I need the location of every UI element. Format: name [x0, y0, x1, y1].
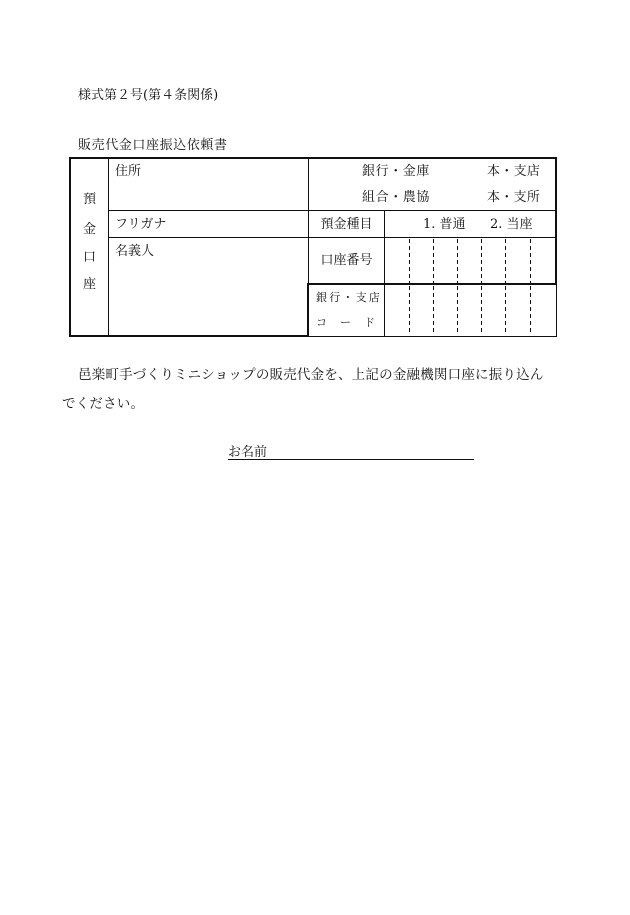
- digit-cell-dividers: [410, 239, 531, 335]
- body-text-line2: でください。: [62, 396, 145, 412]
- deposit-option-checking: 2. 当座: [490, 217, 533, 232]
- bank-type-cooperative: 組合・農協: [362, 190, 431, 205]
- holder-label: 名義人: [115, 244, 155, 259]
- side-label-char: 預: [82, 192, 96, 207]
- side-label-char: 口: [82, 250, 96, 265]
- table-thin-lines: [108, 158, 557, 337]
- branch-type-main-office: 本・支所: [487, 190, 541, 205]
- account-number-label: 口座番号: [320, 253, 373, 268]
- furigana-label: フリガナ: [115, 217, 167, 232]
- form-title: 販売代金口座振込依頼書: [78, 138, 228, 153]
- branch-type-main-branch: 本・支店: [487, 164, 541, 179]
- side-label-char: 座: [82, 277, 96, 292]
- side-label-char: 金: [82, 222, 96, 237]
- body-text-line1: 邑楽町手づくりミニショップの販売代金を、上記の金融機関口座に振り込ん: [78, 367, 544, 383]
- bank-type-bank: 銀行・金庫: [362, 164, 431, 179]
- name-label: お名前: [228, 445, 268, 460]
- branch-code-label-line2: コード: [316, 316, 388, 329]
- deposit-option-ordinary: 1. 普通: [423, 217, 466, 232]
- address-label: 住所: [115, 164, 142, 179]
- deposit-type-label: 預金種目: [320, 217, 373, 232]
- branch-code-label-line1: 銀行・支店: [316, 291, 382, 304]
- form-number: 様式第２号(第４条関係): [78, 88, 219, 103]
